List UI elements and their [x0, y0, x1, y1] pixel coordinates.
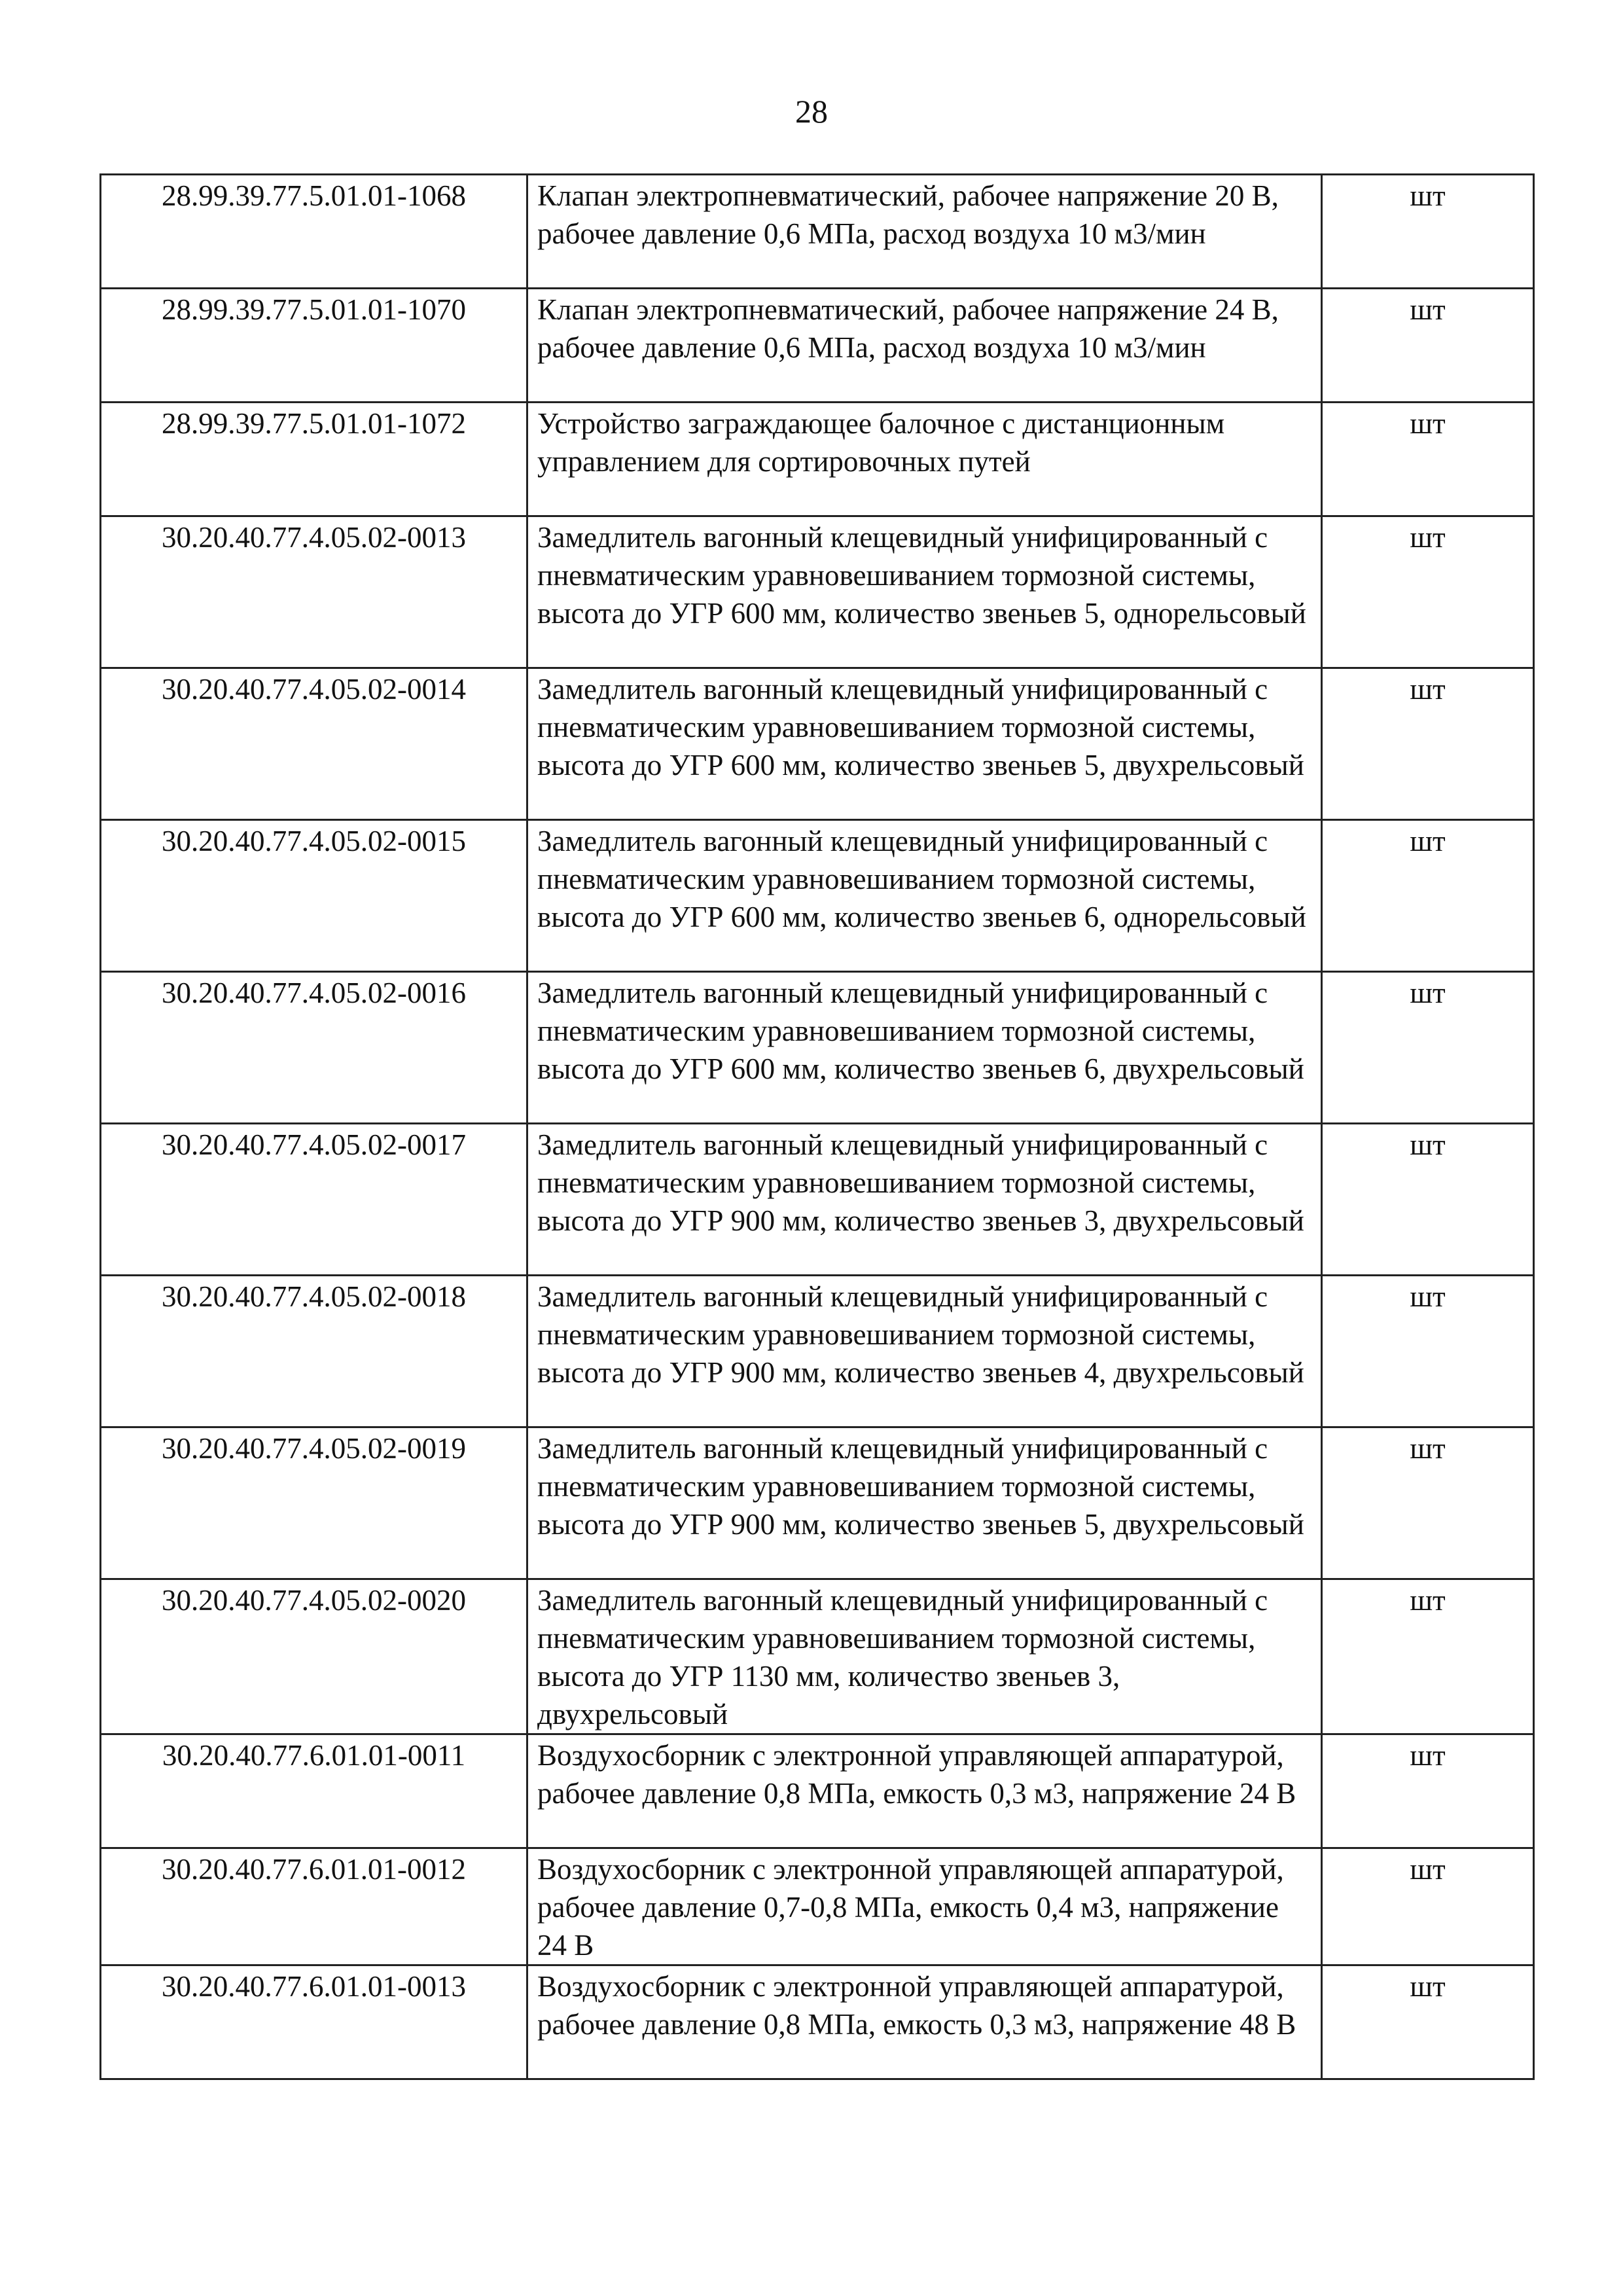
- description-cell: Замедлитель вагонный клещевидный унифицированный с пневматическим уравновешиванием тормозной системы, высота до УГР 600 мм, количество звеньев 6, однорельсовый: [527, 820, 1322, 972]
- unit-cell: шт: [1322, 289, 1534, 403]
- table-row: [101, 972, 1534, 1124]
- unit-cell: шт: [1322, 403, 1534, 516]
- table-row: [101, 1734, 1534, 1848]
- code-cell: 28.99.39.77.5.01.01-1070: [101, 289, 527, 403]
- unit-cell: шт: [1322, 1124, 1534, 1276]
- table-row: [101, 1579, 1534, 1734]
- code-cell: 30.20.40.77.6.01.01-0013: [101, 1965, 527, 2079]
- description-cell: Замедлитель вагонный клещевидный унифицированный с пневматическим уравновешиванием тормозной системы, высота до УГР 900 мм, количество звеньев 5, двухрельсовый: [527, 1427, 1322, 1579]
- code-cell: 30.20.40.77.6.01.01-0012: [101, 1848, 527, 1965]
- description-cell: Замедлитель вагонный клещевидный унифицированный с пневматическим уравновешиванием тормозной системы, высота до УГР 600 мм, количество звеньев 5, двухрельсовый: [527, 668, 1322, 820]
- code-cell: 30.20.40.77.4.05.02-0015: [101, 820, 527, 972]
- table-row: [101, 1848, 1534, 1965]
- code-cell: 28.99.39.77.5.01.01-1068: [101, 175, 527, 289]
- code-cell: 30.20.40.77.4.05.02-0019: [101, 1427, 527, 1579]
- code-cell: 30.20.40.77.4.05.02-0013: [101, 516, 527, 668]
- unit-cell: шт: [1322, 668, 1534, 820]
- table-row: [101, 1276, 1534, 1427]
- unit-cell: шт: [1322, 1734, 1534, 1848]
- description-cell: Клапан электропневматический, рабочее напряжение 24 В, рабочее давление 0,6 МПа, расход воздуха 10 м3/мин: [527, 289, 1322, 403]
- table-row: [101, 516, 1534, 668]
- description-cell: Замедлитель вагонный клещевидный унифицированный с пневматическим уравновешиванием тормозной системы, высота до УГР 1130 мм, количество звеньев 3, двухрельсовый: [527, 1579, 1322, 1734]
- table-row: [101, 403, 1534, 516]
- table-row: [101, 289, 1534, 403]
- page-number: 28: [795, 93, 828, 130]
- unit-cell: шт: [1322, 1579, 1534, 1734]
- code-cell: 30.20.40.77.4.05.02-0014: [101, 668, 527, 820]
- code-cell: 28.99.39.77.5.01.01-1072: [101, 403, 527, 516]
- table-row: [101, 1124, 1534, 1276]
- table-row: [101, 175, 1534, 289]
- description-cell: Воздухосборник с электронной управляющей аппаратурой, рабочее давление 0,8 МПа, емкость 0,3 м3, напряжение 24 В: [527, 1734, 1322, 1848]
- description-cell: Клапан электропневматический, рабочее напряжение 20 В, рабочее давление 0,6 МПа, расход воздуха 10 м3/мин: [527, 175, 1322, 289]
- code-cell: 30.20.40.77.4.05.02-0020: [101, 1579, 527, 1734]
- description-cell: Замедлитель вагонный клещевидный унифицированный с пневматическим уравновешиванием тормозной системы, высота до УГР 900 мм, количество звеньев 4, двухрельсовый: [527, 1276, 1322, 1427]
- description-cell: Замедлитель вагонный клещевидный унифицированный с пневматическим уравновешиванием тормозной системы, высота до УГР 600 мм, количество звеньев 6, двухрельсовый: [527, 972, 1322, 1124]
- resource-table: [99, 173, 1535, 2080]
- table-body: [101, 175, 1534, 2079]
- unit-cell: шт: [1322, 1848, 1534, 1965]
- code-cell: 30.20.40.77.4.05.02-0016: [101, 972, 527, 1124]
- unit-cell: шт: [1322, 1276, 1534, 1427]
- table-row: [101, 820, 1534, 972]
- description-cell: Замедлитель вагонный клещевидный унифицированный с пневматическим уравновешиванием тормозной системы, высота до УГР 900 мм, количество звеньев 3, двухрельсовый: [527, 1124, 1322, 1276]
- code-cell: 30.20.40.77.6.01.01-0011: [101, 1734, 527, 1848]
- unit-cell: шт: [1322, 820, 1534, 972]
- unit-cell: шт: [1322, 972, 1534, 1124]
- table-row: [101, 1427, 1534, 1579]
- description-cell: Воздухосборник с электронной управляющей аппаратурой, рабочее давление 0,7-0,8 МПа, емкость 0,4 м3, напряжение 24 В: [527, 1848, 1322, 1965]
- description-cell: Замедлитель вагонный клещевидный унифицированный с пневматическим уравновешиванием тормозной системы, высота до УГР 600 мм, количество звеньев 5, однорельсовый: [527, 516, 1322, 668]
- unit-cell: шт: [1322, 516, 1534, 668]
- unit-cell: шт: [1322, 1965, 1534, 2079]
- table-row: [101, 1965, 1534, 2079]
- unit-cell: шт: [1322, 1427, 1534, 1579]
- description-cell: Воздухосборник с электронной управляющей аппаратурой, рабочее давление 0,8 МПа, емкость 0,3 м3, напряжение 48 В: [527, 1965, 1322, 2079]
- unit-cell: шт: [1322, 175, 1534, 289]
- code-cell: 30.20.40.77.4.05.02-0017: [101, 1124, 527, 1276]
- description-cell: Устройство заграждающее балочное с дистанционным управлением для сортировочных путей: [527, 403, 1322, 516]
- code-cell: 30.20.40.77.4.05.02-0018: [101, 1276, 527, 1427]
- table-row: [101, 668, 1534, 820]
